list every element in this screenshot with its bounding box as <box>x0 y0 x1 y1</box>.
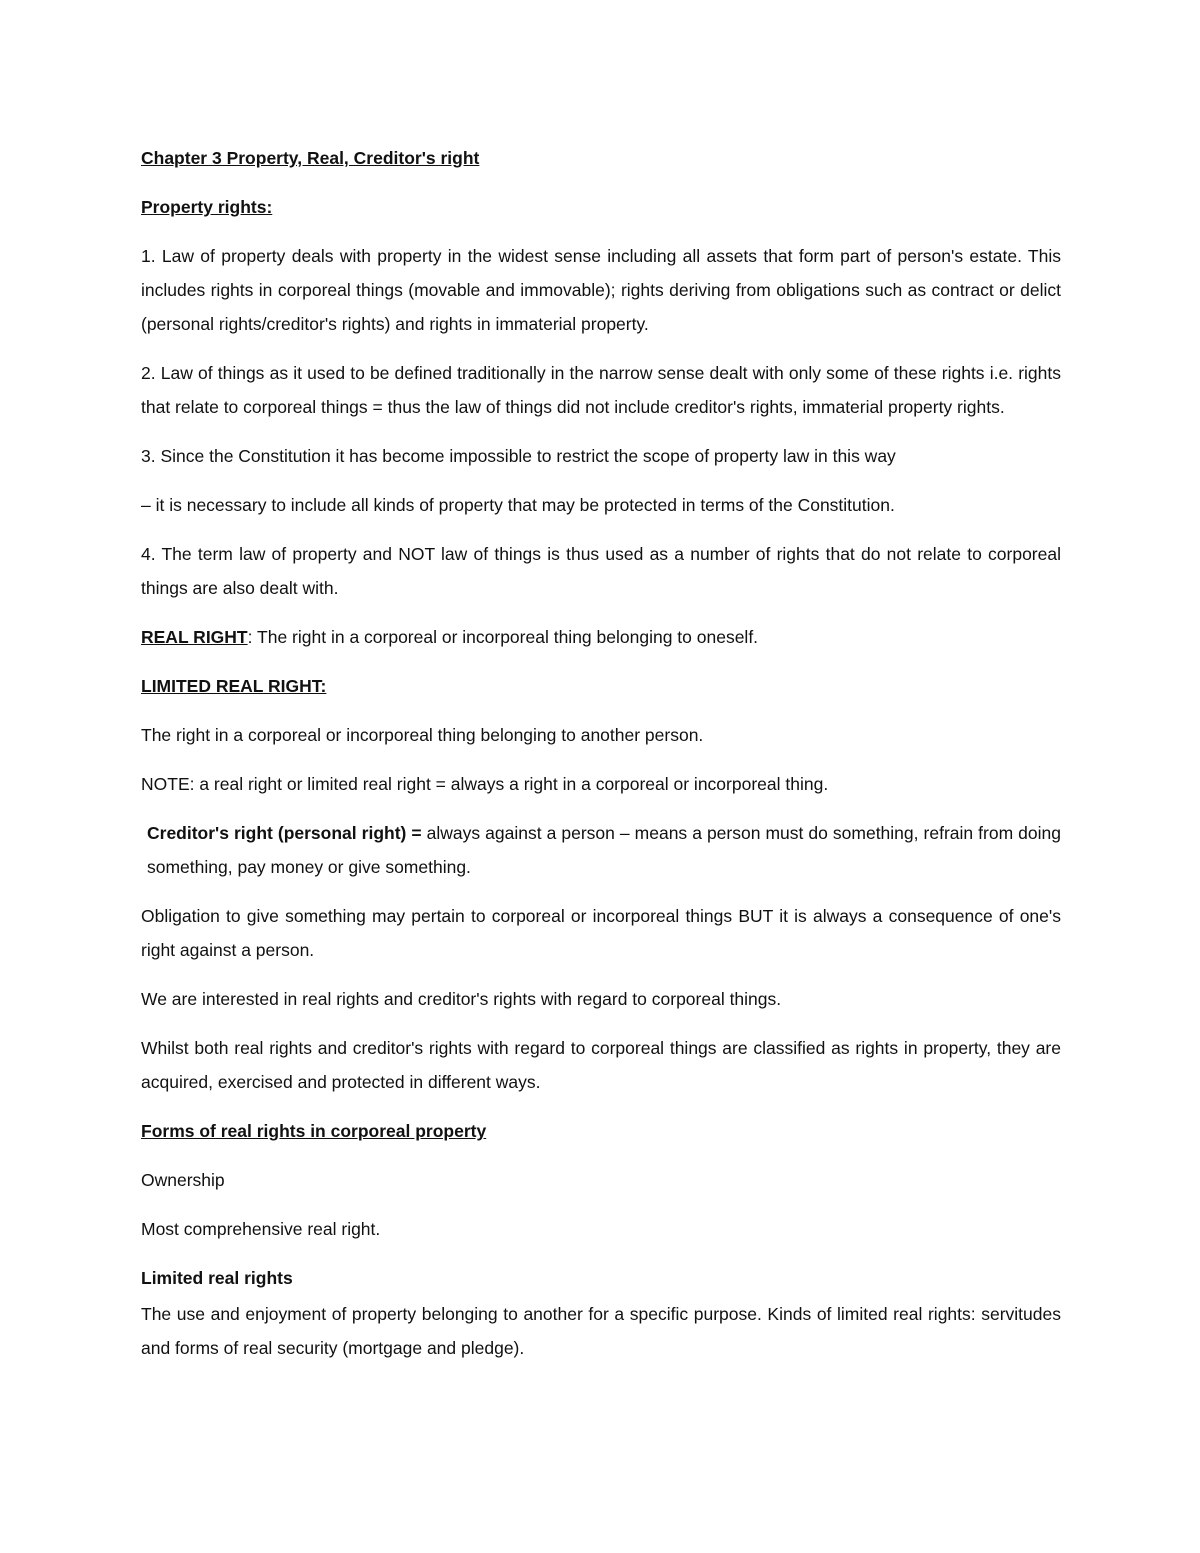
paragraph-4: 4. The term law of property and NOT law of things is thus used as a number of rights that do not relate to corporeal things are also dealt with. <box>141 544 1061 598</box>
ownership-definition: Most comprehensive real right. <box>141 1219 381 1239</box>
ownership-heading: Ownership <box>141 1170 225 1190</box>
obligation-paragraph: Obligation to give something may pertain to corporeal or incorporeal things BUT it is always a consequence of one's right against a person. <box>141 906 1061 960</box>
real-right-definition <box>141 620 1061 654</box>
creditor-right-text: always against a person – means a person must do something, refrain from doing something, pay money or give something. <box>147 823 1061 877</box>
forms-heading: Forms of real rights in corporeal property <box>141 1121 487 1141</box>
limited-real-right-definition: The right in a corporeal or incorporeal thing belonging to another person. <box>141 725 704 745</box>
limited-real-rights-heading: Limited real rights <box>141 1268 293 1288</box>
paragraph-3: 3. Since the Constitution it has become impossible to restrict the scope of property law in this way <box>141 446 896 466</box>
interest-paragraph: We are interested in real rights and creditor's rights with regard to corporeal things. <box>141 989 782 1009</box>
real-right-text: : The right in a corporeal or incorporeal thing belonging to oneself. <box>247 627 759 647</box>
paragraph-3-continued: – it is necessary to include all kinds of property that may be protected in terms of the Constitution. <box>141 495 895 515</box>
whilst-paragraph: Whilst both real rights and creditor's rights with regard to corporeal things are classified as rights in property, they are acquired, exercised and protected in different ways. <box>141 1038 1061 1092</box>
document-body <box>141 141 1061 1365</box>
paragraph-1: 1. Law of property deals with property in the widest sense including all assets that form part of person's estate. This includes rights in corporeal things (movable and immovable); rights deriving from obligations such as contract or delict (personal rights/creditor's rights) and rights in immaterial property. <box>141 246 1061 334</box>
note-paragraph: NOTE: a real right or limited real right = always a right in a corporeal or incorporeal thing. <box>141 774 829 794</box>
paragraph-2: 2. Law of things as it used to be defined traditionally in the narrow sense dealt with only some of these rights i.e. rights that relate to corporeal things = thus the law of things did not include creditor's rights, immaterial property rights. <box>141 363 1061 417</box>
limited-real-rights-definition: The use and enjoyment of property belonging to another for a specific purpose. Kinds of limited real rights: servitudes and forms of real security (mortgage and pledge). <box>141 1304 1061 1358</box>
creditor-right-term: Creditor's right (personal right) = <box>147 823 422 843</box>
creditor-right-definition <box>141 816 1061 884</box>
real-right-term: REAL RIGHT <box>141 627 248 647</box>
limited-real-right-heading: LIMITED REAL RIGHT: <box>141 676 327 696</box>
property-rights-heading: Property rights: <box>141 197 273 217</box>
chapter-title: Chapter 3 Property, Real, Creditor's right <box>141 148 480 168</box>
